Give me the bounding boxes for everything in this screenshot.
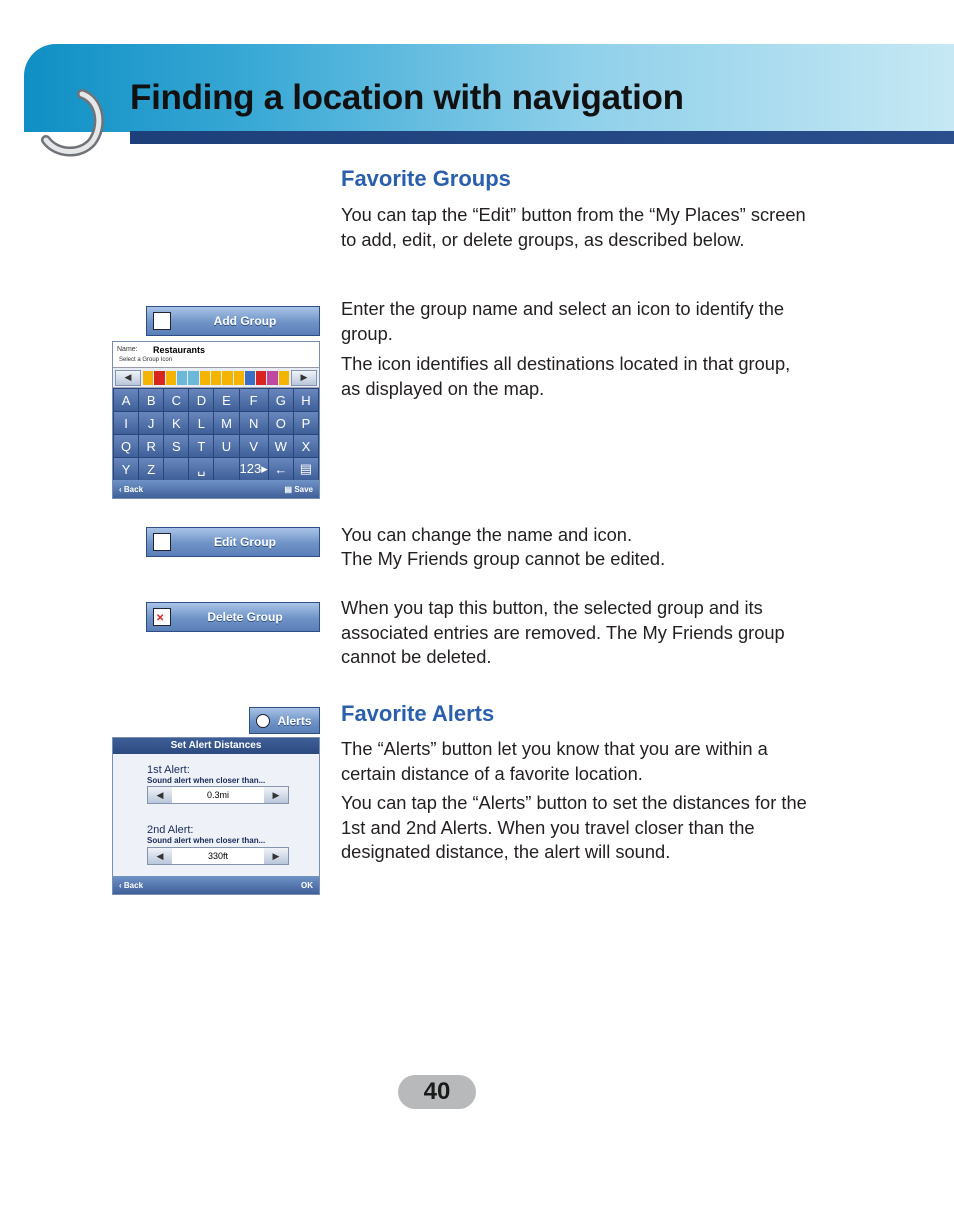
keyboard-key[interactable]: N: [240, 412, 268, 434]
edit-group-desc: You can change the name and icon.: [341, 524, 633, 545]
keyboard-key[interactable]: I: [114, 412, 138, 434]
save-button[interactable]: ▤ Save: [284, 484, 313, 494]
alerts-desc2: You can tap the “Alerts” button to set the distances for the 1st and 2nd Alerts. When you travel closer than the designated distance, the alert will sound.: [341, 792, 807, 862]
alert1-stepper[interactable]: [147, 786, 289, 804]
keyboard-key[interactable]: Z: [139, 458, 163, 480]
icon-next-button[interactable]: ▶: [291, 370, 317, 386]
keyboard-key[interactable]: O: [269, 412, 293, 434]
alert2-label: 2nd Alert:: [147, 824, 194, 836]
alert2-block: [147, 824, 265, 845]
edit-group-icon: [153, 533, 171, 551]
keyboard-key[interactable]: J: [139, 412, 163, 434]
keyboard-key[interactable]: P: [294, 412, 318, 434]
name-value: Restaurants: [153, 345, 206, 355]
alert-ok-button[interactable]: OK: [301, 880, 313, 890]
name-field[interactable]: [113, 342, 319, 368]
delete-group-desc: When you tap this button, the selected group and its associated entries are removed. The My Friends group cannot be deleted.: [341, 597, 785, 667]
page-title: Finding a location with navigation: [130, 78, 684, 117]
keyboard-key[interactable]: W: [269, 435, 293, 457]
add-group-button[interactable]: [146, 306, 320, 336]
favorite-groups-heading: Favorite Groups: [341, 166, 511, 191]
delete-group-button[interactable]: [146, 602, 320, 632]
icon-select-label: Select a Group Icon: [119, 357, 173, 363]
keyboard-key[interactable]: R: [139, 435, 163, 457]
alert-distances-screen: [112, 737, 320, 895]
keyboard-key[interactable]: U: [214, 435, 238, 457]
alert1-label: 1st Alert:: [147, 764, 190, 776]
edit-group-button[interactable]: [146, 527, 320, 557]
keyboard-key[interactable]: D: [189, 389, 213, 411]
keyboard-key[interactable]: F: [240, 389, 268, 411]
add-group-label: Add Group: [213, 314, 277, 328]
add-group-footer: [113, 480, 319, 498]
edit-group-desc2: The My Friends group cannot be edited.: [341, 548, 666, 569]
keyboard-key[interactable]: Y: [114, 458, 138, 480]
delete-group-label: Delete Group: [207, 610, 283, 624]
keyboard-key[interactable]: 123▸: [240, 458, 268, 480]
keyboard-key[interactable]: S: [164, 435, 188, 457]
keyboard-key[interactable]: ▤: [294, 458, 318, 480]
ring-icon: [38, 86, 110, 158]
icon-prev-button[interactable]: ◀: [115, 370, 141, 386]
edit-group-label: Edit Group: [214, 535, 276, 549]
alerts-button[interactable]: [249, 707, 320, 734]
page-number: 40: [398, 1075, 476, 1109]
keyboard-key[interactable]: Q: [114, 435, 138, 457]
name-label: Name:: [117, 346, 138, 353]
keyboard-grid: [113, 388, 319, 481]
alert-screen-footer: [113, 876, 319, 894]
header-stripe: [130, 131, 954, 144]
keyboard-key[interactable]: ←: [269, 458, 293, 480]
keyboard-key[interactable]: A: [114, 389, 138, 411]
alert1-increase-button[interactable]: ▶: [264, 787, 288, 803]
keyboard-key[interactable]: E: [214, 389, 238, 411]
alert2-decrease-button[interactable]: ◀: [148, 848, 172, 864]
alert1-value: 0.3mi: [206, 790, 229, 800]
keyboard-key[interactable]: V: [240, 435, 268, 457]
back-button[interactable]: ‹ Back: [119, 484, 144, 494]
delete-group-icon: ✕: [153, 608, 171, 626]
keyboard-key[interactable]: K: [164, 412, 188, 434]
alerts-icon: [256, 714, 270, 728]
alerts-desc1: The “Alerts” button let you know that you are within a certain distance of a favorite location.: [341, 738, 768, 784]
alert1-sub: Sound alert when closer than...: [147, 776, 266, 785]
keyboard-key[interactable]: T: [189, 435, 213, 457]
icon-selector-row: [113, 368, 319, 388]
keyboard-key[interactable]: X: [294, 435, 318, 457]
alert1-decrease-button[interactable]: ◀: [148, 787, 172, 803]
add-group-desc1: Enter the group name and select an icon to identify the group.: [341, 298, 785, 344]
alert1-block: [147, 764, 265, 785]
icon-strip[interactable]: [143, 371, 289, 385]
keyboard-key[interactable]: [214, 458, 238, 480]
alert2-value: 330ft: [207, 851, 229, 861]
keyboard-key[interactable]: G: [269, 389, 293, 411]
keyboard-key[interactable]: M: [214, 412, 238, 434]
add-group-icon: [153, 312, 171, 330]
keyboard-key[interactable]: H: [294, 389, 318, 411]
add-group-desc2: The icon identifies all destinations located in that group, as displayed on the map.: [341, 353, 791, 399]
keyboard-key[interactable]: ␣: [189, 458, 213, 480]
favorite-groups-intro: You can tap the “Edit” button from the “My Places” screen to add, edit, or delete groups, as described below.: [341, 204, 806, 250]
keyboard-key[interactable]: [164, 458, 188, 480]
alert2-increase-button[interactable]: ▶: [264, 848, 288, 864]
add-group-screen: [112, 341, 320, 499]
keyboard-key[interactable]: B: [139, 389, 163, 411]
alert2-stepper[interactable]: [147, 847, 289, 865]
alert-screen-title: Set Alert Distances: [113, 738, 319, 754]
keyboard-key[interactable]: C: [164, 389, 188, 411]
alert2-sub: Sound alert when closer than...: [147, 836, 266, 845]
favorite-alerts-heading: Favorite Alerts: [341, 701, 495, 726]
alert-back-button[interactable]: ‹ Back: [119, 880, 144, 890]
keyboard-key[interactable]: L: [189, 412, 213, 434]
alerts-label: Alerts: [277, 713, 312, 728]
